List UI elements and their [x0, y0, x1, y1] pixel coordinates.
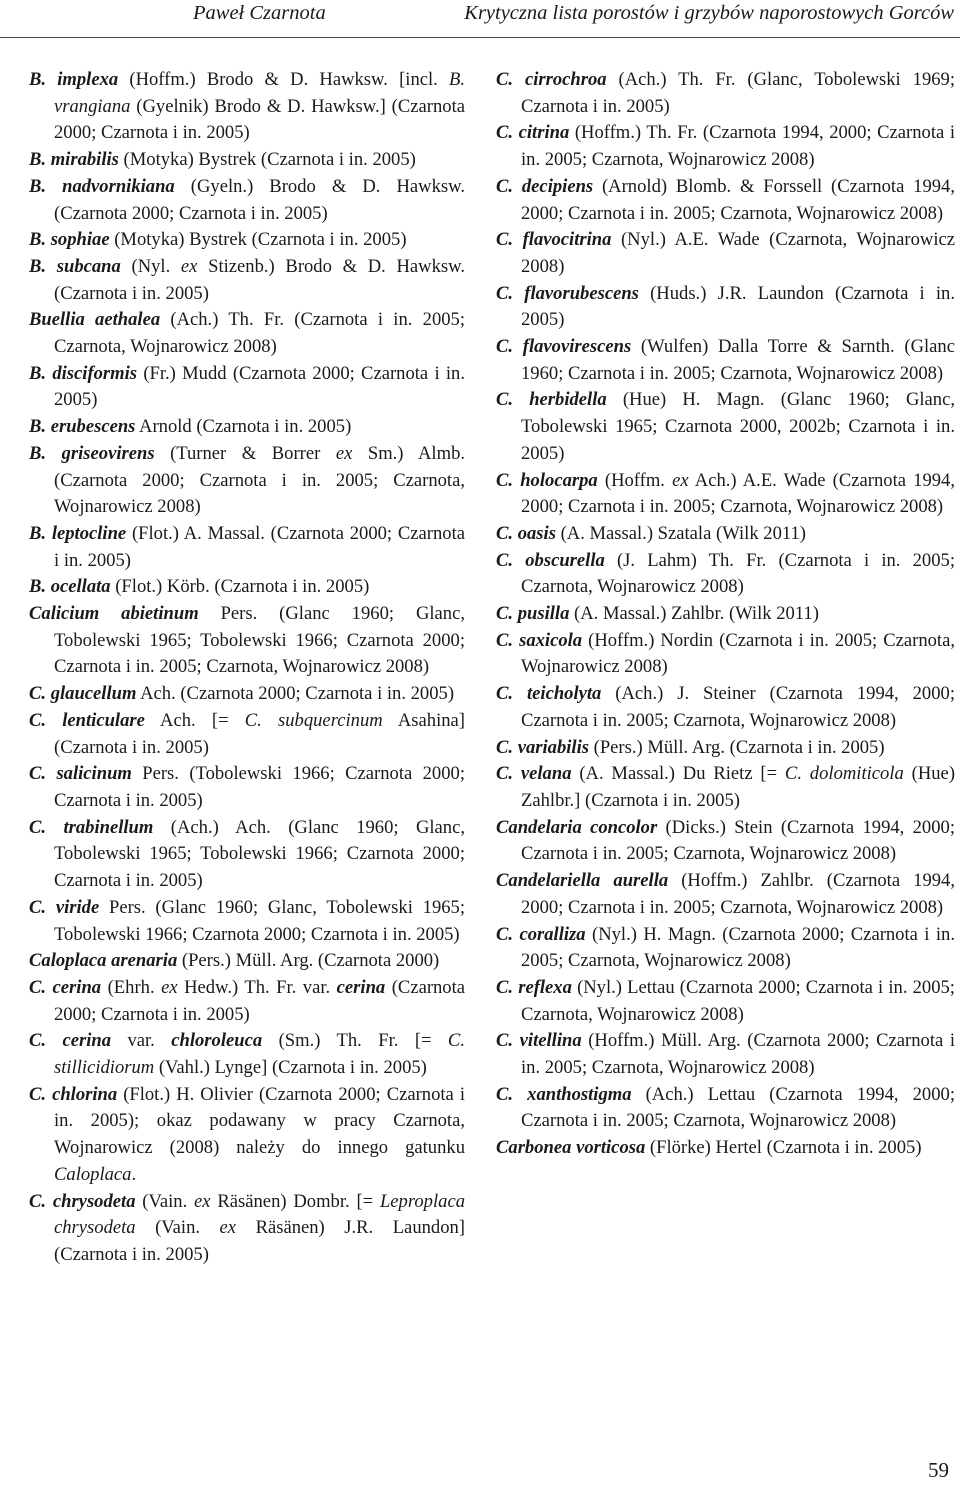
species-entry — [496, 1135, 955, 1162]
species-entry — [496, 548, 955, 601]
species-entry — [496, 67, 955, 120]
species-entry — [496, 868, 955, 921]
citation-text: (Gyelnik) Brodo & D. Hawksw.] (Czarnota 2000; Czarnota i in. 2005) — [54, 95, 465, 144]
italic-term: ex — [180, 255, 198, 277]
citation-text: (Arnold) Blomb. & Forssell (Czarnota 1994, 2000; Czarnota i in. 2005; Czarnota, Wojnarowicz 2008) — [521, 175, 955, 224]
citation-text: (J. Lahm) Th. Fr. (Czarnota i in. 2005; Czarnota, Wojnarowicz 2008) — [521, 549, 955, 598]
taxon-name: C. obscurella — [496, 549, 605, 571]
citation-text: Ach. [= — [144, 709, 245, 731]
species-entry — [496, 120, 955, 173]
citation-text: (Hoffm.) Müll. Arg. (Czarnota 2000; Czarnota i in. 2005; Czarnota, Wojnarowicz 2008) — [521, 1030, 955, 1079]
taxon-name: Candelaria concolor — [496, 816, 658, 838]
species-entry — [496, 334, 955, 387]
species-entry — [496, 468, 955, 521]
citation-text: (Sm.) Th. Fr. [= — [262, 1030, 448, 1052]
taxon-name: C. variabilis — [496, 736, 589, 758]
header-author: Paweł Czarnota — [193, 2, 326, 24]
species-entry — [496, 387, 955, 467]
citation-text: (Nyl.) A.E. Wade (Czarnota, Wojnarowicz 2008) — [521, 229, 955, 277]
species-entry — [496, 521, 955, 548]
taxon-name: B. griseovirens — [29, 442, 155, 464]
citation-text: Hedw.) Th. Fr. var. — [177, 976, 337, 998]
taxon-name: C. lenticulare — [29, 709, 145, 731]
taxon-name: C. pusilla — [496, 603, 570, 625]
citation-text: (Gyeln.) Brodo & D. Hawksw. (Czarnota 2000; Czarnota i in. 2005) — [54, 175, 466, 224]
left-column — [29, 67, 465, 1269]
taxon-name: C. flavovirescens — [496, 336, 632, 358]
citation-text: (Hoffm.) Nordin (Czarnota i in. 2005; Czarnota, Wojnarowicz 2008) — [521, 629, 955, 678]
taxon-name: C. cerina — [29, 976, 102, 998]
citation-text: (Vain. — [135, 1217, 220, 1239]
taxon-name: C. velana — [496, 763, 572, 785]
taxon-name: Buellia aethalea — [29, 309, 161, 331]
citation-text: (Hue) Zahlbr.] (Czarnota i in. 2005) — [521, 763, 956, 811]
species-entry — [29, 815, 465, 895]
citation-text: (Turner & Borrer — [154, 442, 336, 464]
taxon-name: B. mirabilis — [29, 149, 119, 171]
italic-term: Leproplaca chrysodeta — [54, 1190, 465, 1239]
species-entry — [29, 307, 465, 360]
taxon-name: C. flavorubescens — [496, 282, 639, 304]
taxon-name: B. disciformis — [29, 362, 138, 384]
species-entry — [29, 254, 465, 307]
citation-text: (Ach.) Ach. (Glanc 1960; Glanc, Tobolewski 1965; Tobolewski 1966; Czarnota 2000; Czarnota i in. 2005) — [54, 816, 465, 892]
taxon-name: chloroleuca — [171, 1030, 263, 1052]
italic-term: C. subquercinum — [244, 709, 383, 731]
species-entry — [29, 1189, 465, 1269]
italic-term: C. stillicidiorum — [54, 1030, 465, 1079]
citation-text: (Hue) H. Magn. (Glanc 1960; Glanc, Tobolewski 1965; Czarnota 2000, 2002b; Czarnota i in. 2005) — [521, 389, 956, 464]
right-column — [496, 67, 955, 1162]
header-title: Krytyczna lista porostów i grzybów naporostowych Gorców — [464, 2, 954, 24]
taxon-name: C. holocarpa — [496, 469, 598, 491]
taxon-name: C. reflexa — [496, 976, 572, 998]
citation-text: (Vain. — [135, 1190, 195, 1212]
species-entry — [29, 895, 465, 948]
taxon-name: C. xanthostigma — [496, 1083, 632, 1105]
citation-text: (Dicks.) Stein (Czarnota 1994, 2000; Czarnota i in. 2005; Czarnota, Wojnarowicz 2008) — [521, 816, 955, 865]
taxon-name: C. cerina — [29, 1030, 112, 1052]
taxon-name: C. salicinum — [29, 763, 132, 785]
taxon-name: B. nadvornikiana — [29, 175, 175, 197]
taxon-name: B. sophiae — [29, 229, 110, 251]
citation-text: Sm.) Almb. (Czarnota 2000; Czarnota i in. 2005; Czarnota, Wojnarowicz 2008) — [54, 442, 466, 518]
species-entry — [29, 574, 465, 601]
species-entry — [29, 414, 465, 441]
citation-text: (Ach.) Lettau (Czarnota 1994, 2000; Czarnota i in. 2005; Czarnota, Wojnarowicz 2008) — [521, 1083, 955, 1132]
citation-text: (A. Massal.) Du Rietz [= — [571, 763, 785, 785]
italic-term: Caloplaca — [54, 1163, 132, 1185]
species-entry — [29, 708, 465, 761]
citation-text: Räsänen) J.R. Laundon] (Czarnota i in. 2005) — [54, 1217, 465, 1265]
species-entry — [496, 681, 955, 734]
species-entry — [496, 628, 955, 681]
species-entry — [496, 922, 955, 975]
citation-text: (Pers.) Müll. Arg. (Czarnota 2000) — [177, 950, 440, 972]
taxon-name: C. flavocitrina — [496, 229, 612, 251]
taxon-name: C. chlorina — [29, 1083, 118, 1105]
citation-text: (A. Massal.) Szatala (Wilk 2011) — [555, 522, 806, 544]
citation-text: Ach. (Czarnota 2000; Czarnota i in. 2005) — [136, 683, 455, 705]
species-entry — [496, 735, 955, 762]
citation-text: Ach.) A.E. Wade (Czarnota 1994, 2000; Czarnota i in. 2005; Czarnota, Wojnarowicz 2008) — [521, 469, 955, 518]
citation-text: Asahina] (Czarnota i in. 2005) — [54, 709, 465, 758]
citation-text: (Flot.) Körb. (Czarnota i in. 2005) — [110, 576, 370, 598]
citation-text: (Hoffm.) Brodo & D. Hawksw. [incl. — [118, 69, 449, 90]
taxon-name: C. coralliza — [496, 923, 586, 945]
species-entry — [29, 681, 465, 708]
citation-text: (A. Massal.) Zahlbr. (Wilk 2011) — [569, 603, 819, 625]
species-entry — [29, 67, 465, 147]
taxon-name: B. subcana — [29, 255, 121, 277]
species-entry — [29, 601, 465, 681]
citation-text: (Flot.) H. Olivier (Czarnota 2000; Czarnota i in. 2005); okaz podawany w pracy Czarnota, Wojnarowicz (2008) należy do innego gatunku — [54, 1083, 465, 1159]
citation-text: (Vahl.) Lynge] (Czarnota i in. 2005) — [154, 1057, 427, 1079]
taxon-name: B. erubescens — [29, 416, 136, 438]
species-entry — [496, 1028, 955, 1081]
citation-text: (Nyl.) H. Magn. (Czarnota 2000; Czarnota i in. 2005; Czarnota, Wojnarowicz 2008) — [521, 923, 956, 972]
taxon-name: C. teicholyta — [496, 683, 602, 705]
taxon-name: C. chrysodeta — [29, 1190, 136, 1212]
taxon-name: Caloplaca arenaria — [29, 950, 178, 972]
species-entry — [496, 761, 955, 814]
citation-text: (Motyka) Bystrek (Czarnota i in. 2005) — [118, 149, 416, 171]
species-entry — [29, 761, 465, 814]
citation-text: Arnold (Czarnota i in. 2005) — [135, 416, 352, 438]
species-entry — [496, 174, 955, 227]
species-entry — [496, 1082, 955, 1135]
species-entry — [29, 174, 465, 227]
citation-text: (Flot.) A. Massal. (Czarnota 2000; Czarnota i in. 2005) — [54, 522, 465, 571]
taxon-name: B. leptocline — [29, 522, 127, 544]
taxon-name: Calicium abietinum — [29, 603, 199, 625]
citation-text: (Ach.) Th. Fr. (Czarnota i in. 2005; Czarnota, Wojnarowicz 2008) — [54, 309, 465, 358]
citation-text: (Nyl. — [120, 255, 181, 277]
citation-text: (Wulfen) Dalla Torre & Sarnth. (Glanc 1960; Czarnota i in. 2005; Czarnota, Wojnarowicz 2008) — [521, 336, 955, 384]
taxon-name: C. trabinellum — [29, 816, 154, 838]
taxon-name: C. glaucellum — [29, 683, 137, 705]
taxon-name: C. saxicola — [496, 629, 583, 651]
species-entry — [29, 441, 465, 521]
taxon-name: C. cirrochroa — [496, 69, 607, 90]
species-entry — [29, 147, 465, 174]
taxon-name: B. ocellata — [29, 576, 111, 598]
species-entry — [496, 281, 955, 334]
taxon-name: C. herbidella — [496, 389, 607, 411]
citation-text: (Flörke) Hertel (Czarnota i in. 2005) — [645, 1137, 922, 1159]
italic-term: C. dolomiticola — [784, 763, 904, 785]
page-number: 59 — [928, 1458, 949, 1482]
citation-text: (Hoffm.) Zahlbr. (Czarnota 1994, 2000; Czarnota i in. 2005; Czarnota, Wojnarowicz 2008) — [521, 870, 955, 918]
citation-text: (Nyl.) Lettau (Czarnota 2000; Czarnota i in. 2005; Czarnota, Wojnarowicz 2008) — [521, 976, 955, 1025]
taxon-name: Candelariella aurella — [496, 870, 669, 892]
taxon-name: C. citrina — [496, 122, 570, 144]
species-entry — [496, 227, 955, 280]
italic-term: ex — [219, 1217, 237, 1239]
italic-term: ex — [335, 442, 353, 464]
taxon-name: Carbonea vorticosa — [496, 1137, 646, 1159]
taxon-name: cerina — [336, 976, 386, 998]
citation-text: (Fr.) Mudd (Czarnota 2000; Czarnota i in. 2005) — [54, 362, 465, 411]
citation-text: var. — [111, 1030, 172, 1052]
taxon-name: C. oasis — [496, 522, 556, 544]
species-entry — [496, 601, 955, 628]
species-entry — [496, 975, 955, 1028]
taxon-name: C. decipiens — [496, 175, 594, 197]
citation-text: (Pers.) Müll. Arg. (Czarnota i in. 2005) — [588, 736, 885, 758]
citation-text: Räsänen) Dombr. [= — [210, 1190, 380, 1212]
taxon-name: B. implexa — [29, 69, 119, 90]
citation-text: (Czarnota 2000; Czarnota i in. 2005) — [54, 976, 466, 1025]
italic-term: ex — [161, 976, 178, 998]
species-entry — [29, 361, 465, 414]
citation-text: (Hoffm.) Th. Fr. (Czarnota 1994, 2000; Czarnota i in. 2005; Czarnota, Wojnarowicz 2008) — [521, 122, 955, 171]
species-entry — [29, 948, 465, 975]
species-entry — [29, 521, 465, 574]
citation-text: (Hoffm. — [597, 469, 673, 491]
citation-text: Pers. (Tobolewski 1966; Czarnota 2000; Czarnota i in. 2005) — [54, 763, 465, 811]
italic-term: B. vrangiana — [54, 69, 466, 117]
citation-text: (Ach.) J. Steiner (Czarnota 1994, 2000; Czarnota i in. 2005; Czarnota, Wojnarowicz 2008) — [521, 683, 955, 731]
species-entry — [29, 1082, 465, 1189]
running-header — [0, 0, 960, 38]
citation-text: (Motyka) Bystrek (Czarnota i in. 2005) — [109, 229, 407, 251]
citation-text: (Huds.) J.R. Laundon (Czarnota i in. 2005) — [521, 282, 955, 331]
species-entry — [29, 975, 465, 1028]
species-entry — [496, 815, 955, 868]
citation-text: Pers. (Glanc 1960; Glanc, Tobolewski 1965; Tobolewski 1966; Czarnota 2000; Czarnota i in. 2005) — [54, 896, 465, 945]
taxon-name: C. vitellina — [496, 1030, 582, 1052]
italic-term: ex — [194, 1190, 211, 1212]
citation-text: (Ehrh. — [101, 976, 162, 998]
citation-text: . — [131, 1163, 137, 1185]
species-entry — [29, 227, 465, 254]
taxon-name: C. viride — [29, 896, 100, 918]
citation-text: Stizenb.) Brodo & D. Hawksw. (Czarnota i in. 2005) — [54, 255, 466, 304]
species-entry — [29, 1028, 465, 1081]
citation-text: (Ach.) Th. Fr. (Glanc, Tobolewski 1969; Czarnota i in. 2005) — [521, 69, 955, 117]
italic-term: ex — [672, 469, 689, 491]
citation-text: Pers. (Glanc 1960; Glanc, Tobolewski 1965; Tobolewski 1966; Czarnota 2000; Czarnota i in. 2005; Czarnota, Wojnarowicz 2008) — [54, 603, 465, 678]
